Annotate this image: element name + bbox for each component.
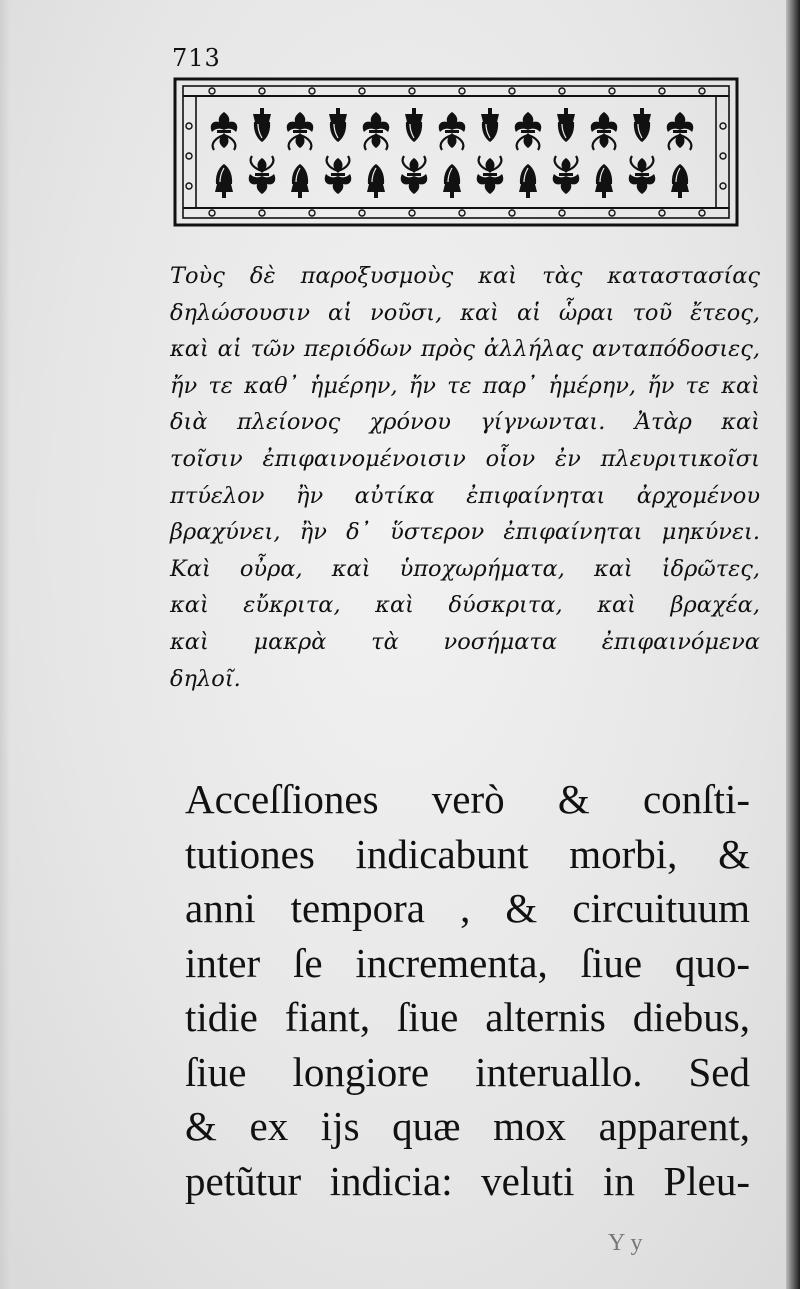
greek-line: Τοὺς δὲ παροξυσμοὺς καὶ τὰς καταστασίας bbox=[170, 263, 760, 289]
latin-line: ſiue longiore interuallo. Sed bbox=[185, 1048, 750, 1095]
decorative-headpiece-ornament bbox=[172, 76, 740, 228]
signature-mark: Y y bbox=[608, 1230, 643, 1256]
latin-text-block bbox=[185, 772, 750, 1208]
greek-line-last: δηλοῖ. bbox=[170, 665, 241, 692]
latin-line: & ex ijs quæ mox apparent, bbox=[185, 1103, 750, 1149]
greek-line: διὰ πλείονος χρόνου γίγνωνται. Ἀτὰρ καὶ bbox=[170, 409, 760, 436]
page-number: 713 bbox=[172, 44, 221, 72]
latin-line: tidie fiant, ſiue alternis diebus, bbox=[185, 994, 750, 1040]
greek-line: Καὶ οὖρα, καὶ ὑποχωρήματα, καὶ ἱδρῶτες, bbox=[170, 555, 760, 582]
greek-line: καὶ αἱ τῶν περιόδων πρὸς ἀλλήλας ανταπόδοσιες, bbox=[170, 336, 760, 363]
latin-line: tutiones indicabunt morbi, & bbox=[185, 830, 750, 877]
greek-text-block bbox=[170, 258, 760, 697]
greek-line: καὶ εὔκριτα, καὶ δύσκριτα, καὶ βραχέα, bbox=[170, 592, 760, 619]
latin-line: anni tempora , & circuituum bbox=[185, 885, 750, 931]
latin-line: petũtur indicia: veluti in Pleu- bbox=[185, 1157, 750, 1204]
greek-line: καὶ μακρὰ τὰ νοσήματα ἐπιφαινόμενα bbox=[170, 628, 760, 655]
greek-line: ἤν τε καθ᾽ ἡμέρην, ἤν τε παρ᾽ ἡμέρην, ἤν τε καὶ bbox=[170, 372, 760, 399]
greek-line: βραχύνει, ἢν δ᾽ ὕστερον ἐπιφαίνηται μηκύνει. bbox=[170, 519, 760, 546]
greek-line: δηλώσουσιν αἱ νοῦσι, καὶ αἱ ὧραι τοῦ ἔτεος, bbox=[170, 299, 760, 326]
greek-line: τοῖσιν ἐπιφαινομένοισιν οἷον ἐν πλευριτικοῖσι bbox=[170, 445, 760, 472]
latin-line: inter ſe incrementa, ſiue quo- bbox=[185, 939, 750, 986]
page-shadow-left bbox=[0, 0, 10, 1289]
latin-line: Acceſſiones verò & conſti- bbox=[185, 776, 750, 822]
page-edge-shadow bbox=[786, 0, 800, 1289]
greek-line: πτύελον ἢν αὐτίκα ἐπιφαίνηται ἀρχομένου bbox=[170, 482, 760, 509]
